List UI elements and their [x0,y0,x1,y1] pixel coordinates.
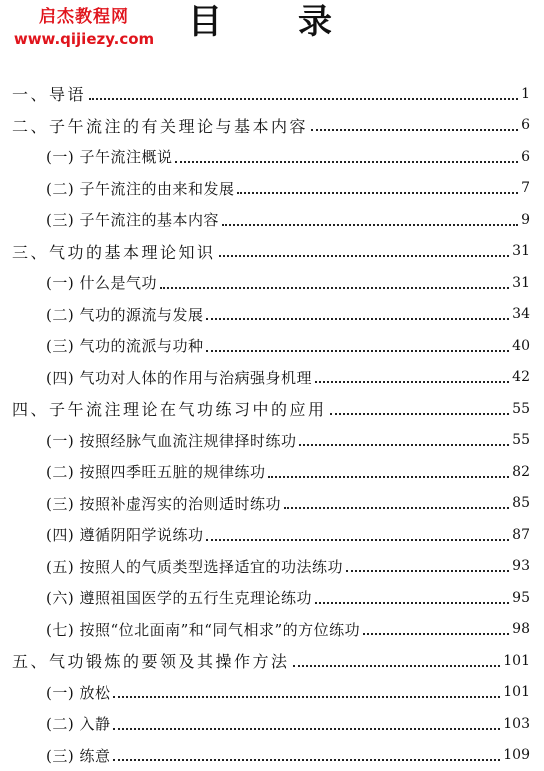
toc-section [0,582,544,614]
toc-entry-label: (一) 子午流注概说 [46,146,172,167]
dot-leader [299,442,509,446]
dot-leader [293,663,501,667]
toc-section [0,551,544,583]
dot-leader [175,159,518,163]
toc-entry-page-number: 101 [503,684,530,700]
watermark-title: 启杰教程网 [4,6,164,28]
toc-section [0,204,544,236]
toc-entry-page-number: 9 [521,212,530,228]
toc-section [0,425,544,457]
toc-entry-page-number: 93 [512,558,530,574]
dot-leader [330,411,510,415]
toc-entry-label: (四) 气功对人体的作用与治病强身机理 [46,367,312,388]
toc-chapter [0,236,544,268]
toc-entry-label: (一) 放松 [46,682,110,703]
dot-leader [268,474,509,478]
toc-entry-page-number: 55 [512,401,530,417]
toc-entry-label: 五、气功锻炼的要领及其操作方法 [12,649,290,672]
toc-entry-page-number: 55 [512,432,530,448]
toc-entry-label: (二) 按照四季旺五脏的规律练功 [46,461,265,482]
toc-entry-page-number: 87 [512,527,530,543]
dot-leader [237,190,518,194]
toc-section [0,173,544,205]
dot-leader [222,222,518,226]
toc-entry-label: (四) 遵循阴阳学说练功 [46,524,203,545]
page-title [185,0,335,44]
toc-entry-page-number: 1 [521,86,530,102]
dot-leader [113,757,500,761]
toc-entry-label: (五) 按照人的气质类型选择适宜的功法练功 [46,556,343,577]
toc-section [0,519,544,551]
dot-leader [113,726,500,730]
toc-entry-label: (三) 练意 [46,745,110,766]
toc-entry-page-number: 101 [503,653,530,669]
toc-entry-page-number: 85 [512,495,530,511]
toc-section [0,141,544,173]
toc-entry-page-number: 82 [512,464,530,480]
toc-entry-label: (三) 子午流注的基本内容 [46,209,219,230]
toc-entry-page-number: 31 [512,243,530,259]
table-of-contents [0,78,544,771]
toc-entry-page-number: 103 [503,716,530,732]
toc-entry-page-number: 6 [521,149,530,165]
toc-chapter [0,110,544,142]
toc-entry-label: (三) 按照补虚泻实的治则适时练功 [46,493,281,514]
toc-chapter [0,78,544,110]
dot-leader [311,127,518,131]
toc-chapter [0,393,544,425]
toc-section [0,299,544,331]
toc-chapter [0,645,544,677]
toc-entry-label: (二) 入静 [46,713,110,734]
toc-entry-page-number: 109 [503,747,530,763]
toc-entry-label: 四、子午流注理论在气功练习中的应用 [12,397,327,420]
toc-entry-page-number: 31 [512,275,530,291]
toc-entry-page-number: 95 [512,590,530,606]
toc-section [0,456,544,488]
toc-entry-label: (七) 按照“位北面南”和“同气相求”的方位练功 [46,619,360,640]
dot-leader [89,96,518,100]
dot-leader [113,694,500,698]
dot-leader [284,505,509,509]
toc-entry-page-number: 42 [512,369,530,385]
toc-section [0,614,544,646]
dot-leader [160,285,509,289]
toc-section [0,708,544,740]
watermark-url: www.qijiezy.com [4,28,164,50]
toc-entry-page-number: 6 [521,117,530,133]
toc-entry-label: (三) 气功的流派与功种 [46,335,203,356]
dot-leader [206,348,509,352]
toc-entry-label: (一) 什么是气功 [46,272,157,293]
dot-leader [315,379,509,383]
dot-leader [206,316,509,320]
toc-entry-page-number: 98 [512,621,530,637]
toc-section [0,677,544,709]
toc-entry-label: (一) 按照经脉气血流注规律择时练功 [46,430,296,451]
toc-entry-page-number: 40 [512,338,530,354]
page-title-char-1: 目 [185,0,225,44]
toc-section [0,740,544,771]
toc-entry-label: (二) 气功的源流与发展 [46,304,203,325]
watermark [4,6,164,50]
toc-entry-label: 三、气功的基本理论知识 [12,240,216,263]
toc-entry-page-number: 7 [521,180,530,196]
toc-entry-label: (六) 遵照祖国医学的五行生克理论练功 [46,587,312,608]
dot-leader [346,568,509,572]
toc-section [0,362,544,394]
dot-leader [219,253,510,257]
toc-section [0,267,544,299]
toc-entry-page-number: 34 [512,306,530,322]
dot-leader [363,631,509,635]
toc-entry-label: 二、子午流注的有关理论与基本内容 [12,114,308,137]
toc-entry-label: (二) 子午流注的由来和发展 [46,178,234,199]
toc-section [0,488,544,520]
dot-leader [206,537,509,541]
toc-section [0,330,544,362]
toc-entry-label: 一、导语 [12,82,86,105]
page-title-char-2: 录 [295,0,335,44]
dot-leader [315,600,509,604]
